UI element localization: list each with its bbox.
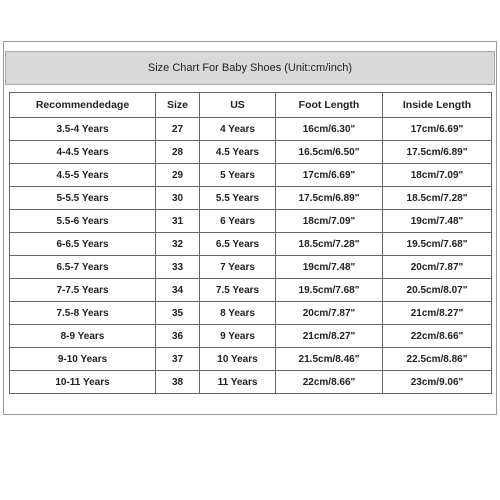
cell-size: 38: [156, 371, 200, 394]
cell-us: 11 Years: [200, 371, 276, 394]
cell-us: 10 Years: [200, 348, 276, 371]
cell-recommended-age: 7.5-8 Years: [10, 302, 156, 325]
cell-us: 9 Years: [200, 325, 276, 348]
cell-recommended-age: 4.5-5 Years: [10, 164, 156, 187]
table-row: [10, 233, 492, 256]
cell-inside-length: 20.5cm/8.07": [383, 279, 492, 302]
cell-size: 32: [156, 233, 200, 256]
cell-us: 5 Years: [200, 164, 276, 187]
cell-inside-length: 17.5cm/6.89": [383, 141, 492, 164]
cell-foot-length: 18.5cm/7.28": [276, 233, 383, 256]
cell-us: 6.5 Years: [200, 233, 276, 256]
cell-inside-length: 20cm/7.87": [383, 256, 492, 279]
table-header-row: [10, 93, 492, 118]
cell-size: 30: [156, 187, 200, 210]
cell-recommended-age: 6-6.5 Years: [10, 233, 156, 256]
cell-us: 4 Years: [200, 118, 276, 141]
cell-foot-length: 21.5cm/8.46": [276, 348, 383, 371]
size-chart-title: Size Chart For Baby Shoes (Unit:cm/inch): [5, 51, 495, 85]
table-body: [10, 118, 492, 394]
cell-foot-length: 16.5cm/6.50": [276, 141, 383, 164]
header-us: US: [200, 93, 276, 118]
cell-recommended-age: 5.5-6 Years: [10, 210, 156, 233]
cell-size: 29: [156, 164, 200, 187]
cell-foot-length: 19.5cm/7.68": [276, 279, 383, 302]
cell-inside-length: 19.5cm/7.68": [383, 233, 492, 256]
cell-foot-length: 21cm/8.27": [276, 325, 383, 348]
table-row: [10, 164, 492, 187]
cell-size: 34: [156, 279, 200, 302]
table-row: [10, 348, 492, 371]
cell-recommended-age: 7-7.5 Years: [10, 279, 156, 302]
cell-inside-length: 21cm/8.27": [383, 302, 492, 325]
cell-us: 4.5 Years: [200, 141, 276, 164]
cell-us: 7.5 Years: [200, 279, 276, 302]
header-size: Size: [156, 93, 200, 118]
table-row: [10, 279, 492, 302]
header-recommended-age: Recommendedage: [10, 93, 156, 118]
cell-us: 6 Years: [200, 210, 276, 233]
cell-size: 31: [156, 210, 200, 233]
header-inside-length: Inside Length: [383, 93, 492, 118]
size-table: [9, 92, 492, 394]
table-row: [10, 256, 492, 279]
cell-foot-length: 22cm/8.66": [276, 371, 383, 394]
cell-inside-length: 18.5cm/7.28": [383, 187, 492, 210]
cell-inside-length: 23cm/9.06": [383, 371, 492, 394]
cell-recommended-age: 10-11 Years: [10, 371, 156, 394]
cell-size: 33: [156, 256, 200, 279]
cell-us: 8 Years: [200, 302, 276, 325]
cell-us: 7 Years: [200, 256, 276, 279]
cell-size: 27: [156, 118, 200, 141]
cell-recommended-age: 9-10 Years: [10, 348, 156, 371]
cell-foot-length: 17cm/6.69": [276, 164, 383, 187]
cell-recommended-age: 3.5-4 Years: [10, 118, 156, 141]
cell-foot-length: 19cm/7.48": [276, 256, 383, 279]
header-foot-length: Foot Length: [276, 93, 383, 118]
cell-us: 5.5 Years: [200, 187, 276, 210]
cell-foot-length: 20cm/7.87": [276, 302, 383, 325]
cell-inside-length: 19cm/7.48": [383, 210, 492, 233]
cell-recommended-age: 6.5-7 Years: [10, 256, 156, 279]
table-row: [10, 210, 492, 233]
cell-size: 36: [156, 325, 200, 348]
table-row: [10, 118, 492, 141]
cell-recommended-age: 8-9 Years: [10, 325, 156, 348]
cell-inside-length: 22cm/8.66": [383, 325, 492, 348]
cell-foot-length: 17.5cm/6.89": [276, 187, 383, 210]
cell-foot-length: 18cm/7.09": [276, 210, 383, 233]
cell-inside-length: 22.5cm/8.86": [383, 348, 492, 371]
table-row: [10, 187, 492, 210]
cell-size: 37: [156, 348, 200, 371]
table-row: [10, 371, 492, 394]
cell-inside-length: 18cm/7.09": [383, 164, 492, 187]
cell-foot-length: 16cm/6.30": [276, 118, 383, 141]
cell-size: 35: [156, 302, 200, 325]
table-row: [10, 141, 492, 164]
table-row: [10, 302, 492, 325]
cell-recommended-age: 5-5.5 Years: [10, 187, 156, 210]
cell-inside-length: 17cm/6.69": [383, 118, 492, 141]
table-row: [10, 325, 492, 348]
cell-size: 28: [156, 141, 200, 164]
cell-recommended-age: 4-4.5 Years: [10, 141, 156, 164]
